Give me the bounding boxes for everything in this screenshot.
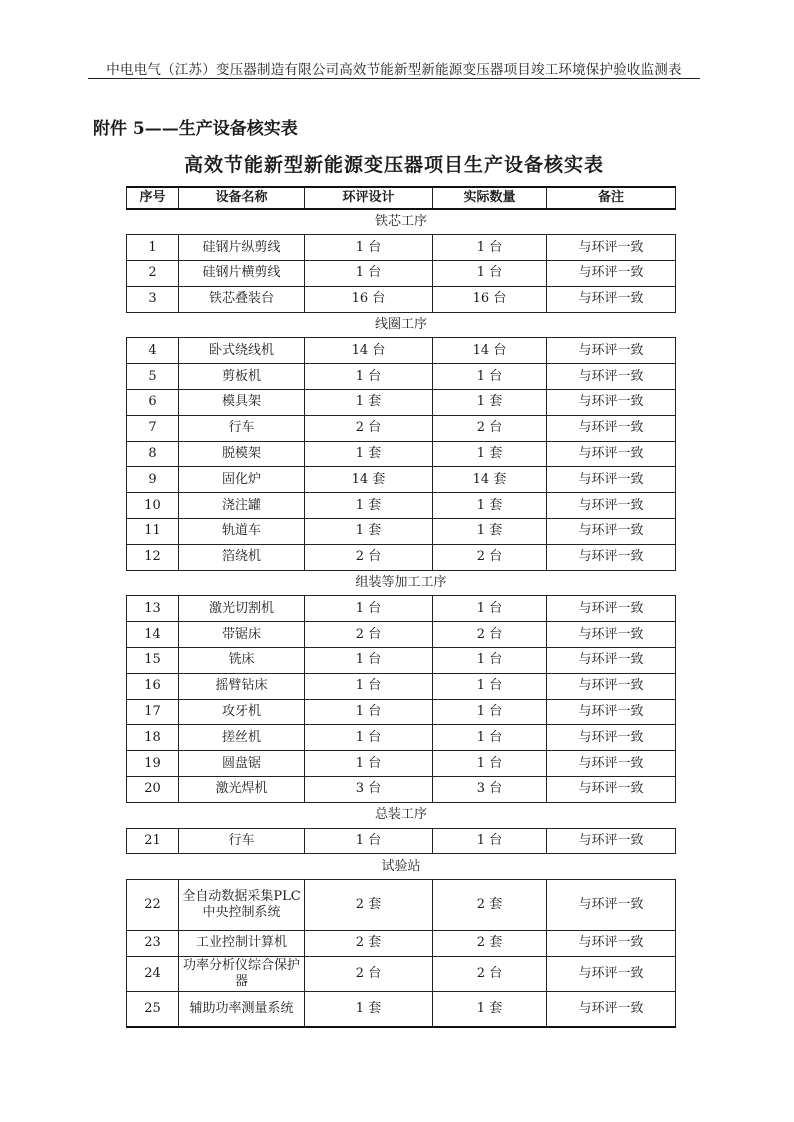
- table-row: [127, 622, 676, 648]
- actual-quantity: 1 台: [433, 673, 547, 699]
- design-quantity: 1 台: [305, 673, 433, 699]
- row-number: 23: [127, 931, 179, 957]
- remark: 与环评一致: [547, 441, 676, 467]
- equipment-name: 剪板机: [179, 364, 305, 390]
- section-row: [127, 570, 676, 596]
- table-row: [127, 493, 676, 519]
- equipment-name: 硅钢片纵剪线: [179, 235, 305, 261]
- appendix-title: 附件 5——生产设备核实表: [93, 119, 298, 139]
- design-quantity: 1 台: [305, 648, 433, 674]
- remark: 与环评一致: [547, 286, 676, 312]
- equipment-name: 圆盘锯: [179, 751, 305, 777]
- equipment-name: 卧式绕线机: [179, 338, 305, 364]
- remark: 与环评一致: [547, 338, 676, 364]
- actual-quantity: 2 台: [433, 957, 547, 992]
- remark: 与环评一致: [547, 493, 676, 519]
- actual-quantity: 16 台: [433, 286, 547, 312]
- equipment-name: 带锯床: [179, 622, 305, 648]
- table-row: [127, 957, 676, 992]
- section-title: 铁芯工序: [127, 209, 676, 235]
- actual-quantity: 1 台: [433, 828, 547, 854]
- equipment-name: 行车: [179, 415, 305, 441]
- table-row: [127, 725, 676, 751]
- row-number: 8: [127, 441, 179, 467]
- row-number: 24: [127, 957, 179, 992]
- table-row: [127, 467, 676, 493]
- row-number: 15: [127, 648, 179, 674]
- remark: 与环评一致: [547, 880, 676, 931]
- actual-quantity: 1 台: [433, 725, 547, 751]
- actual-quantity: 1 套: [433, 992, 547, 1028]
- remark: 与环评一致: [547, 673, 676, 699]
- equipment-name: 全自动数据采集PLC 中央控制系统: [179, 880, 305, 931]
- remark: 与环评一致: [547, 261, 676, 287]
- actual-quantity: 1 套: [433, 441, 547, 467]
- row-number: 13: [127, 596, 179, 622]
- equipment-name: 固化炉: [179, 467, 305, 493]
- table-row: [127, 648, 676, 674]
- remark: 与环评一致: [547, 364, 676, 390]
- remark: 与环评一致: [547, 957, 676, 992]
- section-row: [127, 854, 676, 880]
- equipment-name: 工业控制计算机: [179, 931, 305, 957]
- equipment-name: 轨道车: [179, 519, 305, 545]
- equipment-name: 辅助功率测量系统: [179, 992, 305, 1028]
- remark: 与环评一致: [547, 751, 676, 777]
- equipment-name: 脱模架: [179, 441, 305, 467]
- remark: 与环评一致: [547, 415, 676, 441]
- row-number: 1: [127, 235, 179, 261]
- design-quantity: 2 套: [305, 931, 433, 957]
- actual-quantity: 1 套: [433, 390, 547, 416]
- equipment-table: [126, 186, 676, 1028]
- section-title: 总装工序: [127, 802, 676, 828]
- column-header-note: 备注: [547, 187, 676, 209]
- table-row: [127, 441, 676, 467]
- remark: 与环评一致: [547, 519, 676, 545]
- row-number: 16: [127, 673, 179, 699]
- section-row: [127, 312, 676, 338]
- row-number: 7: [127, 415, 179, 441]
- actual-quantity: 2 套: [433, 880, 547, 931]
- table-row: [127, 673, 676, 699]
- equipment-name: 铁芯叠装台: [179, 286, 305, 312]
- row-number: 22: [127, 880, 179, 931]
- equipment-name: 行车: [179, 828, 305, 854]
- actual-quantity: 1 台: [433, 648, 547, 674]
- equipment-name: 攻牙机: [179, 699, 305, 725]
- design-quantity: 2 台: [305, 544, 433, 570]
- equipment-name: 箔绕机: [179, 544, 305, 570]
- table-row: [127, 544, 676, 570]
- remark: 与环评一致: [547, 622, 676, 648]
- table-row: [127, 364, 676, 390]
- row-number: 20: [127, 777, 179, 803]
- table-row: [127, 390, 676, 416]
- actual-quantity: 1 套: [433, 493, 547, 519]
- design-quantity: 1 台: [305, 364, 433, 390]
- actual-quantity: 1 台: [433, 751, 547, 777]
- table-row: [127, 880, 676, 931]
- row-number: 5: [127, 364, 179, 390]
- design-quantity: 2 台: [305, 957, 433, 992]
- remark: 与环评一致: [547, 235, 676, 261]
- remark: 与环评一致: [547, 931, 676, 957]
- table-row: [127, 777, 676, 803]
- remark: 与环评一致: [547, 777, 676, 803]
- equipment-name: 摇臂钻床: [179, 673, 305, 699]
- design-quantity: 2 套: [305, 880, 433, 931]
- equipment-name: 激光焊机: [179, 777, 305, 803]
- remark: 与环评一致: [547, 648, 676, 674]
- table-row: [127, 596, 676, 622]
- remark: 与环评一致: [547, 390, 676, 416]
- actual-quantity: 2 台: [433, 622, 547, 648]
- actual-quantity: 14 套: [433, 467, 547, 493]
- table-row: [127, 699, 676, 725]
- design-quantity: 1 台: [305, 261, 433, 287]
- row-number: 2: [127, 261, 179, 287]
- table-header-row: [127, 187, 676, 209]
- design-quantity: 1 套: [305, 390, 433, 416]
- remark: 与环评一致: [547, 596, 676, 622]
- table-row: [127, 235, 676, 261]
- actual-quantity: 1 台: [433, 699, 547, 725]
- actual-quantity: 1 台: [433, 364, 547, 390]
- remark: 与环评一致: [547, 699, 676, 725]
- remark: 与环评一致: [547, 725, 676, 751]
- row-number: 6: [127, 390, 179, 416]
- design-quantity: 16 台: [305, 286, 433, 312]
- design-quantity: 2 台: [305, 415, 433, 441]
- row-number: 11: [127, 519, 179, 545]
- row-number: 19: [127, 751, 179, 777]
- section-row: [127, 802, 676, 828]
- actual-quantity: 1 台: [433, 261, 547, 287]
- design-quantity: 1 套: [305, 519, 433, 545]
- design-quantity: 1 台: [305, 828, 433, 854]
- table-row: [127, 286, 676, 312]
- table-row: [127, 992, 676, 1028]
- design-quantity: 1 台: [305, 596, 433, 622]
- row-number: 17: [127, 699, 179, 725]
- column-header-no: 序号: [127, 187, 179, 209]
- column-header-design: 环评设计: [305, 187, 433, 209]
- actual-quantity: 1 台: [433, 596, 547, 622]
- table-row: [127, 828, 676, 854]
- section-title: 组装等加工工序: [127, 570, 676, 596]
- row-number: 9: [127, 467, 179, 493]
- column-header-name: 设备名称: [179, 187, 305, 209]
- page-header: 中电电气（江苏）变压器制造有限公司高效节能新型新能源变压器项目竣工环境保护验收监测表: [106, 62, 682, 78]
- design-quantity: 1 台: [305, 725, 433, 751]
- row-number: 3: [127, 286, 179, 312]
- equipment-name: 硅钢片横剪线: [179, 261, 305, 287]
- table-row: [127, 261, 676, 287]
- actual-quantity: 3 台: [433, 777, 547, 803]
- remark: 与环评一致: [547, 992, 676, 1028]
- actual-quantity: 1 套: [433, 519, 547, 545]
- equipment-name: 功率分析仪综合保护器: [179, 957, 305, 992]
- table-row: [127, 415, 676, 441]
- actual-quantity: 2 台: [433, 544, 547, 570]
- design-quantity: 1 台: [305, 235, 433, 261]
- row-number: 4: [127, 338, 179, 364]
- actual-quantity: 14 台: [433, 338, 547, 364]
- actual-quantity: 1 台: [433, 235, 547, 261]
- row-number: 12: [127, 544, 179, 570]
- table-row: [127, 751, 676, 777]
- design-quantity: 1 套: [305, 992, 433, 1028]
- header-rule: [88, 78, 700, 79]
- equipment-name: 模具架: [179, 390, 305, 416]
- section-title: 试验站: [127, 854, 676, 880]
- table-row: [127, 931, 676, 957]
- row-number: 25: [127, 992, 179, 1028]
- design-quantity: 1 台: [305, 751, 433, 777]
- row-number: 10: [127, 493, 179, 519]
- equipment-name: 铣床: [179, 648, 305, 674]
- design-quantity: 14 台: [305, 338, 433, 364]
- table-title: 高效节能新型新能源变压器项目生产设备核实表: [183, 154, 604, 176]
- column-header-actual: 实际数量: [433, 187, 547, 209]
- design-quantity: 1 台: [305, 699, 433, 725]
- actual-quantity: 2 台: [433, 415, 547, 441]
- equipment-name: 浇注罐: [179, 493, 305, 519]
- row-number: 14: [127, 622, 179, 648]
- section-row: [127, 209, 676, 235]
- equipment-name: 激光切割机: [179, 596, 305, 622]
- remark: 与环评一致: [547, 828, 676, 854]
- remark: 与环评一致: [547, 467, 676, 493]
- design-quantity: 14 套: [305, 467, 433, 493]
- design-quantity: 2 台: [305, 622, 433, 648]
- equipment-name: 搓丝机: [179, 725, 305, 751]
- table-row: [127, 519, 676, 545]
- section-title: 线圈工序: [127, 312, 676, 338]
- remark: 与环评一致: [547, 544, 676, 570]
- row-number: 21: [127, 828, 179, 854]
- design-quantity: 1 套: [305, 493, 433, 519]
- row-number: 18: [127, 725, 179, 751]
- table-body: [127, 209, 676, 1027]
- actual-quantity: 2 套: [433, 931, 547, 957]
- design-quantity: 1 套: [305, 441, 433, 467]
- table-row: [127, 338, 676, 364]
- design-quantity: 3 台: [305, 777, 433, 803]
